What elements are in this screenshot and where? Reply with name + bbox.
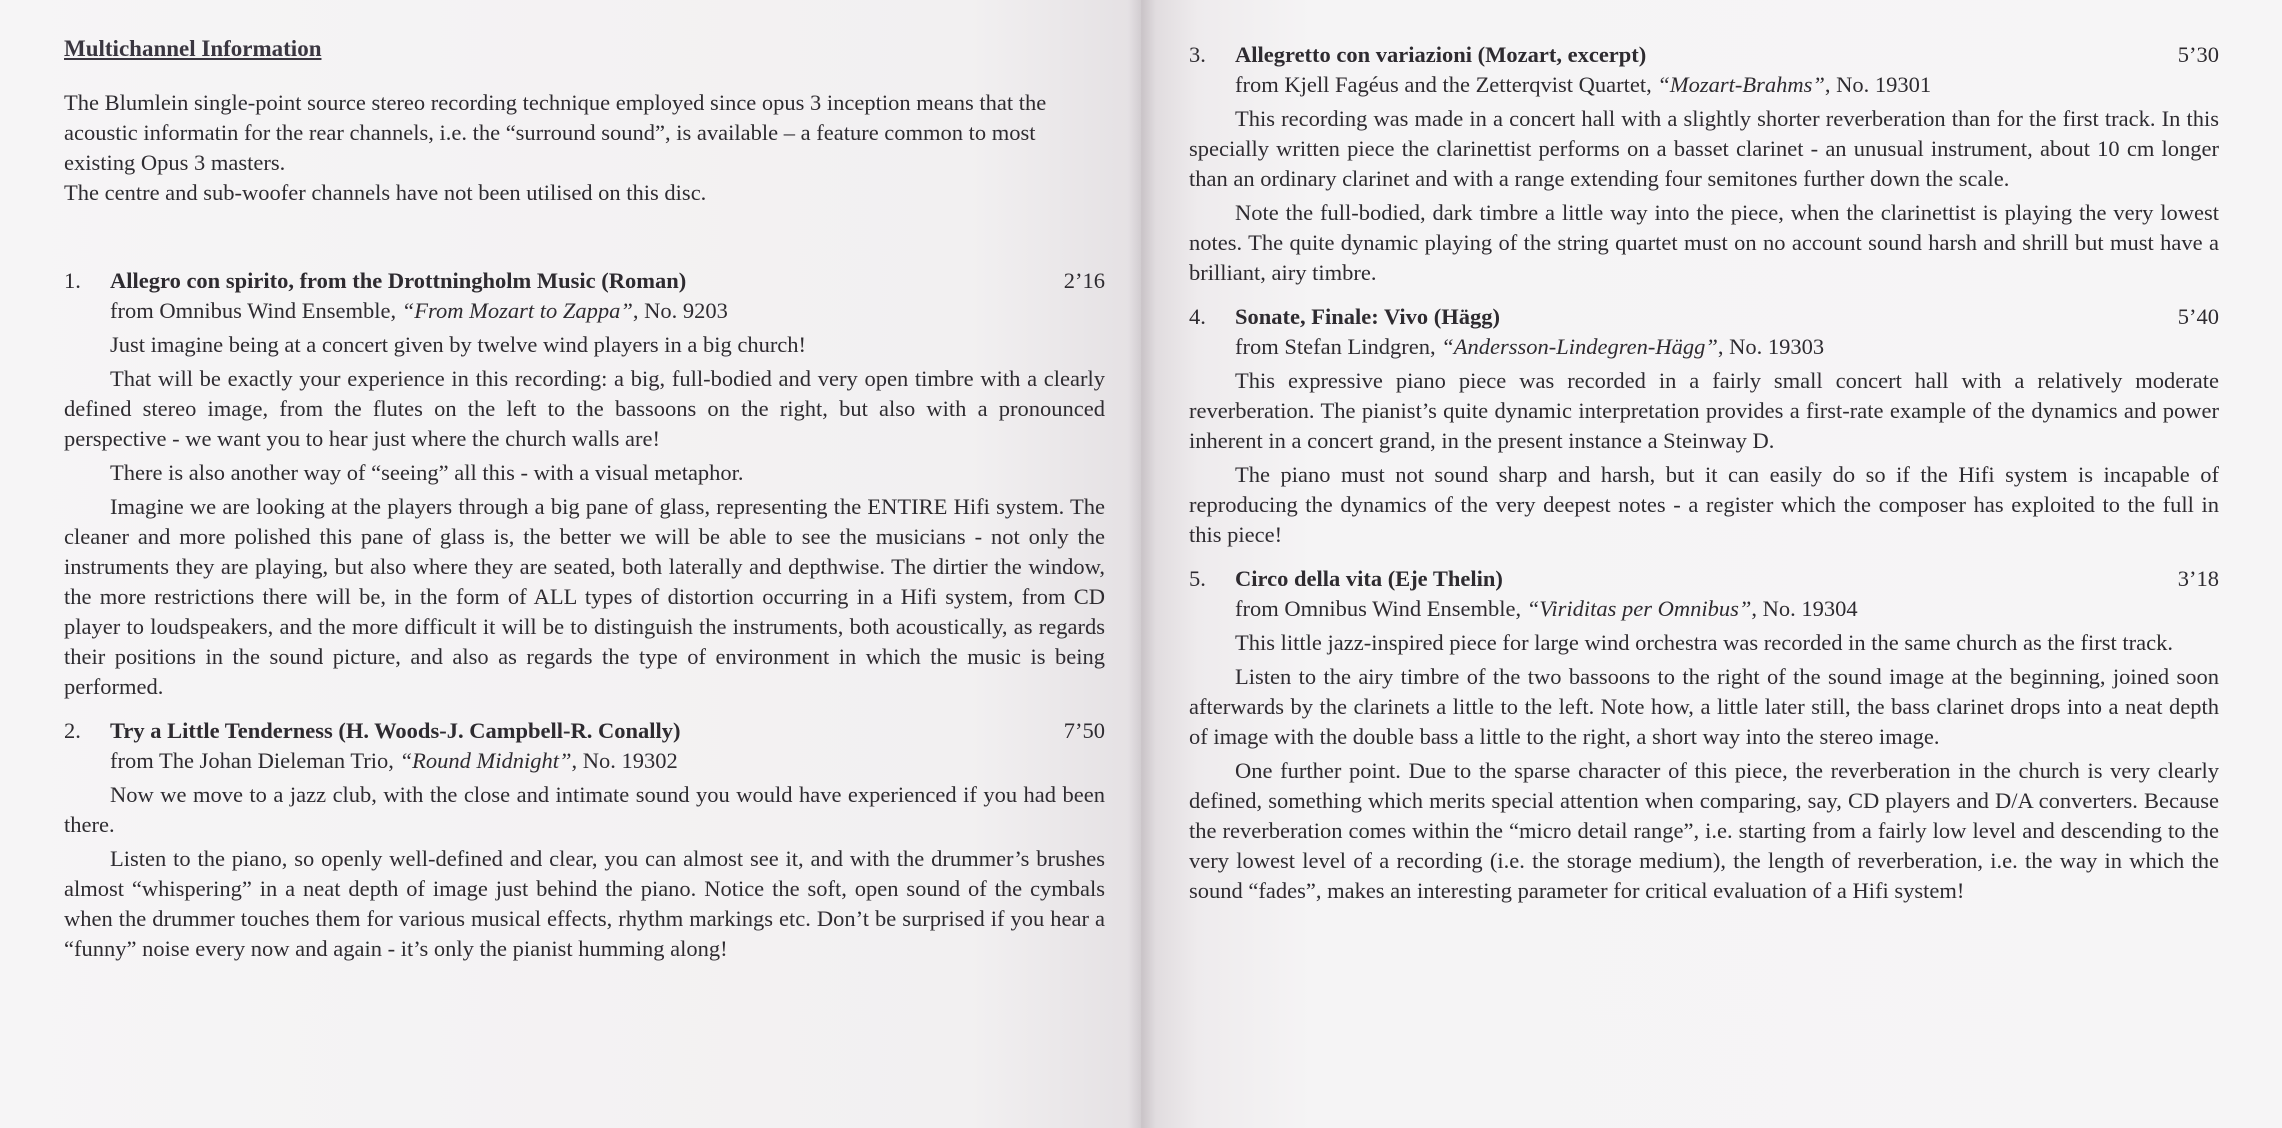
- track-title: Allegro con spirito, from the Drottningholm Music (Roman): [110, 268, 687, 293]
- performer-text: from Kjell Fagéus and the Zetterqvist Quartet,: [1235, 72, 1658, 97]
- track-title: Allegretto con variazioni (Mozart, excerpt): [1235, 42, 1647, 67]
- track-description-paragraph: Listen to the piano, so openly well-defined and clear, you can almost see it, and with the drummer’s brushes almost “whispering” in a neat depth of image just behind the piano. Notice the soft, open sound of the cymbals when the drummer touches them for various musical effects, rhythm markings etc. Don’t be surprised if you hear a “funny” noise every now and again - it’s only the pianist humming along!: [64, 846, 1105, 961]
- track-title: Try a Little Tenderness (H. Woods-J. Campbell-R. Conally): [110, 718, 681, 743]
- performer-text: from Stefan Lindgren,: [1235, 334, 1442, 359]
- track-duration: 2’16: [1063, 268, 1105, 293]
- track-duration: 7’50: [1063, 718, 1105, 743]
- catalog-number: , No. 19304: [1751, 596, 1858, 621]
- track-description-paragraph: This recording was made in a concert hall with a slightly shorter reverberation than for the first track. In this specially written piece the clarinettist performs on a basset clarinet - an unusual instrument, about 10 cm longer than an ordinary clarinet and with a range extending four semitones further down the scale.: [1189, 106, 2219, 191]
- track-number: 3.: [1189, 42, 1206, 67]
- intro-paragraph: The centre and sub-woofer channels have not been utilised on this disc.: [64, 180, 707, 205]
- track-header: [1189, 40, 2219, 70]
- catalog-number: , No. 19302: [571, 748, 678, 773]
- track-entry: [1189, 40, 2219, 288]
- track-description-paragraph: That will be exactly your experience in this recording: a big, full-bodied and very open timbre with a clearly defined stereo image, from the flutes on the left to the bassoons on the right, but also with a pronounced perspective - we want you to hear just where the church walls are!: [64, 366, 1105, 451]
- performer-text: from Omnibus Wind Ensemble,: [110, 298, 402, 323]
- track-description-paragraph: There is also another way of “seeing” all this - with a visual metaphor.: [110, 460, 744, 485]
- track-number: 5.: [1189, 566, 1206, 591]
- track-header: [1189, 302, 2219, 332]
- catalog-number: , No. 19303: [1717, 334, 1825, 359]
- track-source: [1189, 594, 2219, 624]
- intro-paragraph: The Blumlein single-point source stereo recording technique employed since opus 3 inception means that the acoustic informatin for the rear channels, i.e. the “surround sound”, is available – a feature common to most existing Opus 3 masters.: [64, 90, 1047, 175]
- track-source: [1189, 332, 2219, 362]
- right-track-list: [1189, 40, 2219, 906]
- intro-text: [64, 88, 1104, 208]
- track-source: [64, 296, 1105, 326]
- track-source: [64, 746, 1105, 776]
- page-gutter: [1128, 0, 1156, 1128]
- right-page: [1141, 0, 2282, 1128]
- album-title: “Mozart-Brahms”: [1657, 72, 1825, 97]
- track-title: Sonate, Finale: Vivo (Hägg): [1235, 304, 1500, 329]
- album-title: “From Mozart to Zappa”: [401, 298, 633, 323]
- track-description-paragraph: The piano must not sound sharp and harsh, but it can easily do so if the Hifi system is incapable of reproducing the dynamics of the very deepest notes - a register which the composer has exploited to the full in this piece!: [1189, 462, 2219, 547]
- album-title: “Andersson-Lindegren-Hägg”: [1441, 334, 1718, 359]
- track-header: [64, 266, 1105, 296]
- catalog-number: , No. 9203: [632, 298, 728, 323]
- track-entry: [1189, 564, 2219, 906]
- track-number: 4.: [1189, 304, 1206, 329]
- track-number: 2.: [64, 718, 81, 743]
- track-header: [64, 716, 1105, 746]
- track-description-paragraph: Note the full-bodied, dark timbre a little way into the piece, when the clarinettist is playing the very lowest notes. The quite dynamic playing of the string quartet must on no account sound harsh and shrill but must have a brilliant, airy timbre.: [1189, 200, 2219, 285]
- track-duration: 5’30: [2177, 42, 2219, 67]
- track-description-paragraph: Now we move to a jazz club, with the close and intimate sound you would have experienced if you had been there.: [64, 782, 1105, 837]
- left-track-list: [64, 266, 1105, 964]
- track-duration: 5’40: [2177, 304, 2219, 329]
- performer-text: from The Johan Dieleman Trio,: [110, 748, 400, 773]
- album-title: “Round Midnight”: [399, 748, 572, 773]
- track-entry: [64, 716, 1105, 964]
- track-source: [1189, 70, 2219, 100]
- track-title: Circo della vita (Eje Thelin): [1235, 566, 1503, 591]
- track-description-paragraph: One further point. Due to the sparse character of this piece, the reverberation in the church is very clearly defined, something which merits special attention when comparing, say, CD players and D/A converters. Because the reverberation comes within the “micro detail range”, i.e. starting from a fairly low level and descending to the very lowest level of a recording (i.e. the storage medium), the length of reverberation, i.e. the way in which the sound “fades”, makes an interesting parameter for critical evaluation of a Hifi system!: [1189, 758, 2219, 903]
- track-description-paragraph: Just imagine being at a concert given by twelve wind players in a big church!: [110, 332, 807, 357]
- album-title: “Viriditas per Omnibus”: [1526, 596, 1752, 621]
- track-description-paragraph: Imagine we are looking at the players through a big pane of glass, representing the ENTIRE Hifi system. The cleaner and more polished this pane of glass is, the better we will be able to see the musicians - not only the instruments they are playing, but also where they are seated, both laterally and depthwise. The dirtier the window, the more restrictions there will be, in the form of ALL types of distortion occurring in a Hifi system, from CD player to loudspeakers, and the more difficult it will be to distinguish the instruments, both acoustically, as regards their positions in the sound picture, and also as regards the type of environment in which the music is being performed.: [64, 494, 1105, 699]
- track-description-paragraph: Listen to the airy timbre of the two bassoons to the right of the sound image at the beginning, joined soon afterwards by the clarinets a little to the left. Note how, a little later still, the bass clarinet drops into a neat depth of image with the double bass a little to the right, a short way into the stereo image.: [1189, 664, 2219, 749]
- catalog-number: , No. 19301: [1824, 72, 1932, 97]
- section-heading: Multichannel Information: [64, 36, 322, 61]
- track-header: [1189, 564, 2219, 594]
- performer-text: from Omnibus Wind Ensemble,: [1235, 596, 1527, 621]
- track-duration: 3’18: [2177, 566, 2219, 591]
- track-number: 1.: [64, 268, 81, 293]
- track-description-paragraph: This expressive piano piece was recorded in a fairly small concert hall with a relatively moderate reverberation. The pianist’s quite dynamic interpretation provides a first-rate example of the dynamics and power inherent in a concert grand, in the present instance a Steinway D.: [1189, 368, 2219, 453]
- track-entry: [1189, 302, 2219, 550]
- track-description-paragraph: This little jazz-inspired piece for large wind orchestra was recorded in the same church as the first track.: [1235, 630, 2173, 655]
- track-entry: [64, 266, 1105, 702]
